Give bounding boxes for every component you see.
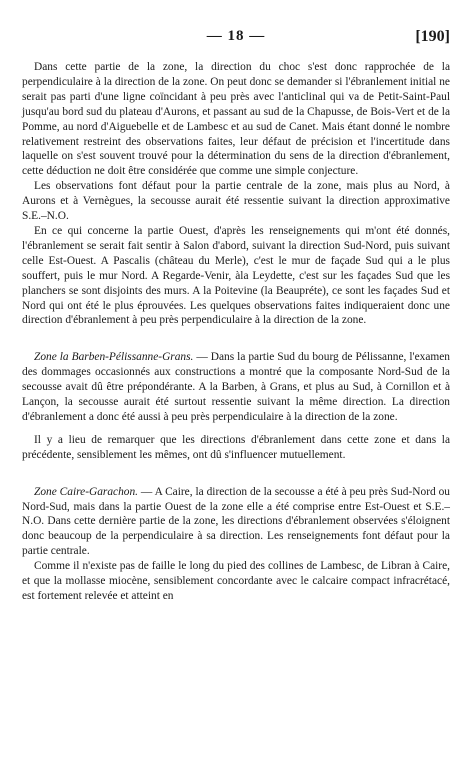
zone-caire-text: — A Caire, la direction de la secousse a été à peu près Sud-Nord ou Nord-Sud, mais dans la partie Ouest de la zone elle a été comprise entre Est-Ouest et S.E.–N.O. Dans cette dernière partie de la zone, les directions d'ébranlement observées s'éloignent donc beaucoup de la perpendiculaire à sa direction. Les renseignements font défaut pour la partie centrale. — [22, 485, 450, 558]
paragraph-7: Comme il n'existe pas de faille le long du pied des collines de Lambesc, de Libran à Caire, et que la mollasse miocène, sensiblement concordante avec le calcaire compact infracrétacé, est fortement relevée et atteint en — [22, 560, 450, 602]
paragraph-zone-barben — [22, 350, 450, 425]
paragraph-zone-caire — [22, 485, 450, 560]
folio-number: [190] — [415, 28, 450, 45]
zone-barben-text: — Dans la partie Sud du bourg de Pélissanne, l'examen des dommages occasionnés aux constructions a montré que la composante Nord-Sud de la secousse avait dû être prépondérante. A la Barben, à Grans, et plus au Sud, à Cornillon et à Lançon, la secousse aurait été surtout ressentie suivant la même direction. La direction d'ébranlement a donc été aussi à peu près perpendiculaire à la direction de la zone. — [22, 351, 450, 423]
page-header — [22, 28, 450, 50]
zone-title-barben: Zone la Barben-Pélissanne-Grans. — [34, 351, 194, 364]
page-number: — 18 — — [206, 28, 266, 44]
paragraph-5: Il y a lieu de remarquer que les directions d'ébranlement dans cette zone et dans la précédente, sensiblement les mêmes, ont dû s'influencer mutuellement. — [22, 433, 450, 461]
paragraph-2: Les observations font défaut pour la partie centrale de la zone, mais plus au Nord, à Aurons et à Vernègues, la secousse aurait été ressentie suivant la direction approximative S.E.–N.O. — [22, 180, 450, 223]
paragraph-3: En ce qui concerne la partie Ouest, d'après les renseignements qui m'ont été donnés, l'ébranlement se serait fait sentir à Salon d'abord, suivant la direction Sud-Nord, puis suivant celle Est-Ouest. A Pascalis (château du Merle), c'est le mur de façade Sud qui a le plus souffert, puis le mur Nord. A Regarde-Venir, àla Leydette, c'est sur les façades Sud que les planchers se sont disjoints des murs. A la Poitevine (la Beaupréte), ce sont les façades Sud et Nord qui ont été le plus éprouvées. Les quelques observations faites indiqueraient donc une direction d'ébranlement à peu près perpendiculaire à la direction de la zone. — [22, 224, 450, 327]
zone-title-caire: Zone Caire-Garachon. — [34, 485, 139, 498]
paragraph-1: Dans cette partie de la zone, la direction du choc s'est donc rapprochée de la perpendiculaire à la direction de la zone. On peut donc se demander si l'ébranlement initial ne serait pas parti d'une ligne coïncidant à peu près avec l'anticlinal qui va de Petit-Saint-Paul jusqu'au bord sud du plateau d'Aurons, et passant au sud de la Chapusse, de Bois-Vert et de la Pomme, au nord d'Aiguebelle et de Lambesc et au sud de Canet. Mais étant donné le nombre relativement restreint des observations faites, leur défaut de précision et l'incertitude dans laquelle on s'est souvent trouvé pour la détermination du sens de la direction d'ébranlement, cette déduction ne doit être considérée que comme une simple conjecture. — [22, 61, 450, 178]
